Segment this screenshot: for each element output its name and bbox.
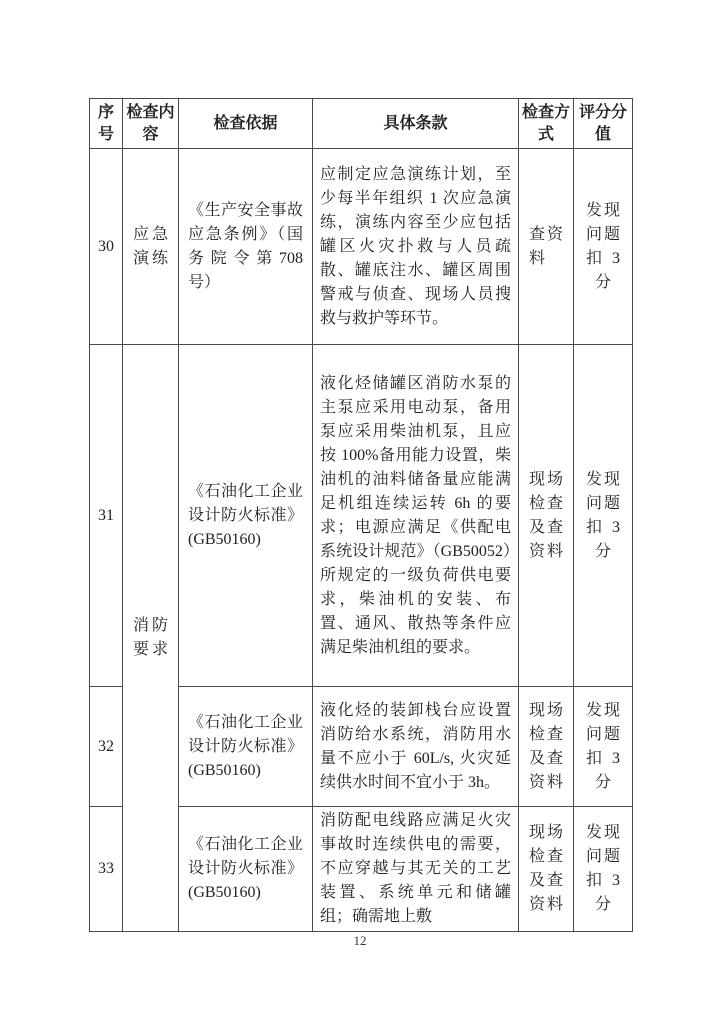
cell-specific-clause: 应制定应急演练计划，至少每半年组织 1 次应急演练，演练内容至少应包括罐区火灾扑救与人员疏散、罐底注水、罐区周围警戒与侦查、现场人员搜救与救护等环节。 [313,149,519,345]
cell-score-value: 发现问题扣 3 分 [574,149,633,345]
table-header-row [90,99,633,149]
cell-inspection-basis: 《生产安全事故应急条例》（国务院令第708 号） [179,149,313,345]
cell-inspection-content-merged: 消防要求 [123,345,179,932]
cell-serial-number: 32 [90,687,123,807]
cell-inspection-basis: 《石油化工企业设计防火标准》(GB50160) [179,687,313,807]
inspection-table [89,98,633,932]
cell-specific-clause: 液化烃储罐区消防水泵的主泵应采用电动泵，备用泵应采用柴油机泵，且应按 100%备用能力设置，柴油机的油料储备量应能满足机组连续运转 6h 的要求；电源应满足《供配电系统设计规范》（GB50052）所规定的一级负荷供电要求，柴油机的安装、布置、通风、散热等条件应满足柴油机组的要求。 [313,345,519,687]
page-number: 12 [353,933,367,948]
cell-specific-clause: 消防配电线路应满足火灾事故时连续供电的需要，不应穿越与其无关的工艺装置、系统单元和储罐组；确需地上敷 [313,807,519,932]
cell-inspection-method: 现场检查及查资料 [519,807,574,932]
cell-inspection-method: 查资料 [519,149,574,345]
header-inspection-basis: 检查依据 [179,99,313,149]
cell-score-value: 发现问题扣 3 分 [574,345,633,687]
cell-score-value: 发现问题扣 3 分 [574,687,633,807]
cell-inspection-method: 现场检查及查资料 [519,345,574,687]
header-inspection-content: 检查内容 [123,99,179,149]
cell-inspection-basis: 《石油化工企业设计防火标准》(GB50160) [179,807,313,932]
cell-serial-number: 30 [90,149,123,345]
cell-inspection-basis: 《石油化工企业设计防火标准》(GB50160) [179,345,313,687]
table-row [90,149,633,345]
header-inspection-method: 检查方式 [519,99,574,149]
cell-specific-clause: 液化烃的装卸栈台应设置消防给水系统，消防用水量不应小于 60L/s, 火灾延续供水时间不宜小于 3h。 [313,687,519,807]
cell-serial-number: 31 [90,345,123,687]
cell-serial-number: 33 [90,807,123,932]
cell-score-value: 发现问题扣 3 分 [574,807,633,932]
header-score-value: 评分分值 [574,99,633,149]
header-serial-number: 序号 [90,99,123,149]
header-specific-clause: 具体条款 [313,99,519,149]
table-row [90,345,633,687]
cell-inspection-content: 应急演练 [123,149,179,345]
cell-inspection-method: 现场检查及查资料 [519,687,574,807]
